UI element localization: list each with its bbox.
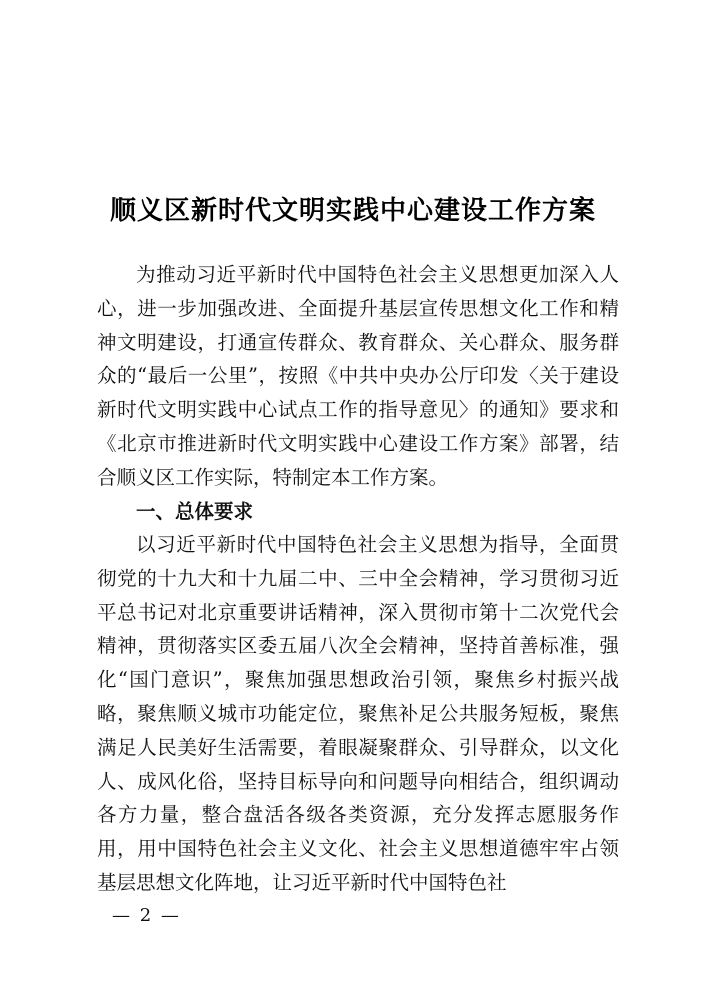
document-title: 顺义区新时代文明实践中心建设工作方案 (109, 196, 596, 226)
page-number: — 2 — (112, 905, 181, 926)
intro-paragraph: 为推动习近平新时代中国特色社会主义思想更加深入人心，进一步加强改进、全面提升基层宣传思想文化工作和精神文明建设，打通宣传群众、教育群众、关心群众、服务群众的“最后一公里”，按照《中共中央办公厅印发〈关于建设新时代文明实践中心试点工作的指导意见〉的通知》要求和《北京市推进新时代文明实践中心建设工作方案》部署，结合顺义区工作实际，特制定本工作方案。 (97, 263, 619, 489)
section-paragraph: 以习近平新时代中国特色社会主义思想为指导，全面贯彻党的十九大和十九届二中、三中全会精神，学习贯彻习近平总书记对北京重要讲话精神，深入贯彻市第十二次党代会精神，贯彻落实区委五届八次全会精神，坚持首善标准，强化“国门意识”，聚焦加强思想政治引领，聚焦乡村振兴战略，聚焦顺义城市功能定位，聚焦补足公共服务短板，聚焦满足人民美好生活需要，着眼凝聚群众、引导群众，以文化人、成风化俗，坚持目标导向和问题导向相结合，组织调动各方力量，整合盘活各级各类资源，充分发挥志愿服务作用，用中国特色社会主义文化、社会主义思想道德牢牢占领基层思想文化阵地，让习近平新时代中国特色社 (97, 533, 619, 894)
section-heading: 一、总体要求 (136, 500, 254, 523)
